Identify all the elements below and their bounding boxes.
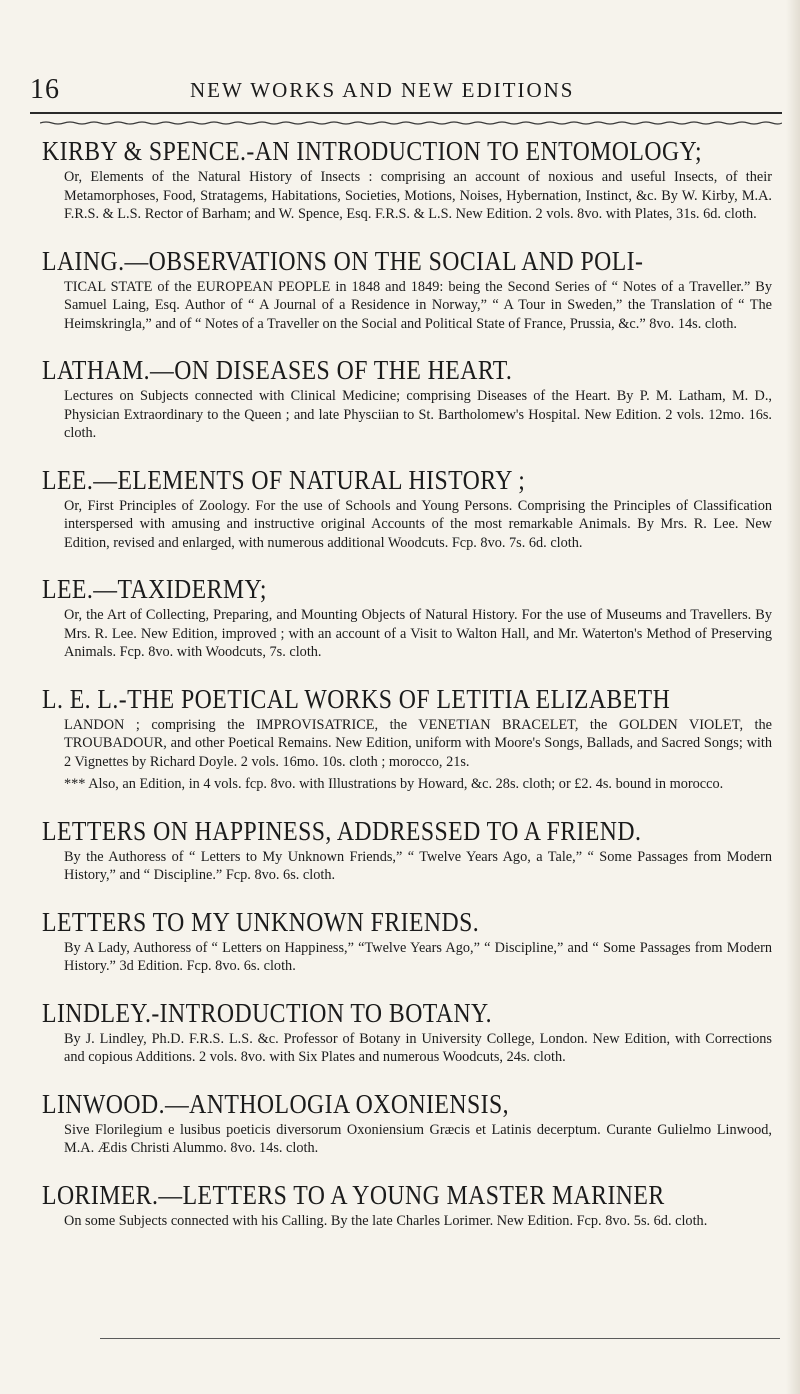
entry-description: TICAL STATE of the EUROPEAN PEOPLE in 1848 and 1849: being the Second Series of “ Notes of a Traveller.” By Samuel Laing, Esq. Author of “ A Journal of a Residence in Norway,” “ A Tour in Sweden,” the Translation of “ The Heimskringla,” and of “ Notes of a Traveller on the Social and Political State of France, Prussia, &c.” 8vo. 14s. cloth. [64, 278, 772, 332]
running-title: NEW WORKS AND NEW EDITIONS [190, 78, 575, 102]
entry-title: LEE.—TAXIDERMY; [42, 574, 267, 604]
entry-latham [42, 355, 772, 443]
footer-rule [100, 1338, 780, 1339]
page-header [30, 64, 782, 114]
entry-lel-poetical-works [42, 684, 772, 794]
entry-letters-unknown-friends [42, 907, 772, 976]
header-rule [30, 112, 782, 114]
entry-description: By J. Lindley, Ph.D. F.R.S. L.S. &c. Professor of Botany in University College, London. New Edition, with Corrections and copious Additions. 2 vols. 8vo. with Six Plates and numerous Woodcuts, 24s. cloth. [64, 1030, 772, 1065]
ornamental-rule [40, 121, 782, 125]
page-number: 16 [30, 74, 60, 105]
entry-note: *** Also, an Edition, in 4 vols. fcp. 8vo. with Illustrations by Howard, &c. 28s. cloth; or £2. 4s. bound in morocco. [64, 776, 724, 792]
entry-description: Or, the Art of Collecting, Preparing, and Mounting Objects of Natural History. For the use of Museums and Travellers. By Mrs. R. Lee. New Edition, improved ; with an account of a Visit to Walton Hall, and Mr. Waterton's Method of Preserving Animals. Fcp. 8vo. with Woodcuts, 7s. cloth. [64, 607, 772, 660]
entry-title: LORIMER.—LETTERS TO A YOUNG MASTER MARINER [42, 1179, 665, 1210]
entry-description: LANDON ; comprising the IMPROVISATRICE, the VENETIAN BRACELET, the GOLDEN VIOLET, the TROUBADOUR, and other Poetical Remains. New Edition, uniform with Moore's Songs, Ballads, and Sacred Songs; with 2 Vignettes by Richard Doyle. 2 vols. 16mo. 10s. cloth ; morocco, 21s. [64, 716, 772, 770]
entry-description: Sive Florilegium e lusibus poeticis diversorum Oxoniensium Græcis et Latinis decerptum. Curante Gulielmo Linwood, M.A. Ædis Christi Alummo. 8vo. 14s. cloth. [64, 1121, 772, 1156]
entry-title: LATHAM.—ON DISEASES OF THE HEART. [42, 355, 513, 385]
entry-description: Or, First Principles of Zoology. For the use of Schools and Young Persons. Comprising the Principles of Classification interspersed with amusing and instructive original Accounts of the most remarkable Animals. By Mrs. R. Lee. New Edition, revised and enlarged, with numerous additional Woodcuts. Fcp. 8vo. 7s. 6d. cloth. [64, 497, 772, 551]
entry-description: By the Authoress of “ Letters to My Unknown Friends,” “ Twelve Years Ago, a Tale,” “ Some Passages from Modern History,” and “ Discipline.” Fcp. 8vo. 6s. cloth. [64, 848, 772, 883]
entry-title: LETTERS ON HAPPINESS, ADDRESSED TO A FRIEND. [42, 815, 642, 846]
entry-letters-on-happiness [42, 816, 772, 885]
entry-title: LETTERS TO MY UNKNOWN FRIENDS. [42, 906, 480, 937]
catalogue-entries [42, 136, 772, 1252]
entry-title: LINWOOD.—ANTHOLOGIA OXONIENSIS, [42, 1088, 510, 1119]
entry-description: On some Subjects connected with his Calling. By the late Charles Lorimer. New Edition. Fcp. 8vo. 5s. 6d. cloth. [64, 1212, 708, 1229]
entry-description: Lectures on Subjects connected with Clinical Medicine; comprising Diseases of the Heart. By P. M. Latham, M. D., Physician Extraordinary to the Queen ; and late Physciian to St. Bartholomew's Hospital. New Edition. 2 vols. 12mo. 16s. cloth. [64, 388, 772, 441]
page-edge-shadow [786, 0, 800, 1394]
entry-title: L. E. L.-THE POETICAL WORKS OF LETITIA ELIZABETH [42, 683, 671, 714]
entry-lorimer [42, 1180, 772, 1231]
entry-title: KIRBY & SPENCE.-AN INTRODUCTION TO ENTOMOLOGY; [42, 136, 703, 166]
entry-title: LINDLEY.-INTRODUCTION TO BOTANY. [42, 997, 492, 1028]
entry-lindley [42, 998, 772, 1067]
entry-laing [42, 246, 772, 334]
entry-title: LEE.—ELEMENTS OF NATURAL HISTORY ; [42, 464, 526, 495]
entry-lee-taxidermy [42, 574, 772, 662]
entry-description: Or, Elements of the Natural History of Insects : comprising an account of noxious and useful Insects, of their Metamorphoses, Food, Stratagems, Habitations, Societies, Motions, Noises, Hybernation, Instinct, &c. By W. Kirby, M.A. F.R.S. & L.S. Rector of Barham; and W. Spence, Esq. F.R.S. & L.S. New Edition. 2 vols. 8vo. with Plates, 31s. 6d. cloth. [64, 169, 772, 222]
entry-linwood [42, 1089, 772, 1158]
entry-description: By A Lady, Authoress of “ Letters on Happiness,” “Twelve Years Ago,” “ Discipline,” and “ Some Passages from Modern History.” 3d Edition. Fcp. 8vo. 6s. cloth. [64, 939, 772, 974]
entry-title: LAING.—OBSERVATIONS ON THE SOCIAL AND POLI- [42, 245, 644, 276]
entry-lee-natural-history [42, 465, 772, 553]
entry-kirby-spence [42, 136, 772, 224]
